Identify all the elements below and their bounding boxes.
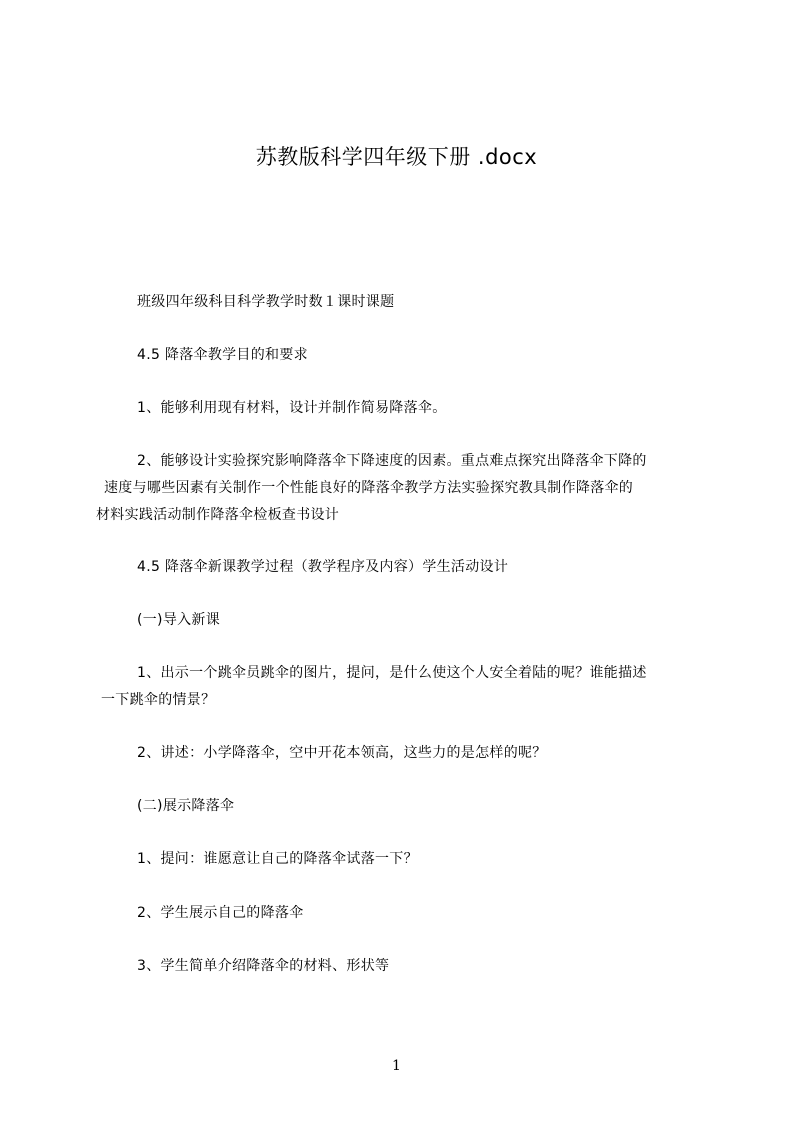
goal-item-2-paragraph	[0, 448, 793, 529]
lesson-goal-heading: 4.5 降落伞教学目的和要求	[137, 347, 308, 363]
narration-paragraph: 2、讲述：小学降落伞，空中开花本领高，这些力的是怎样的呢？	[137, 745, 547, 761]
page-number: 1	[392, 1058, 401, 1074]
teaching-process-heading: 4.5 降落伞新课教学过程（教学程序及内容）学生活动设计	[137, 559, 509, 575]
show-item-1: 1、提问：谁愿意让自己的降落伞试落一下？	[137, 851, 418, 867]
goal-item-2-line-1: 2、能够设计实验探究影响降落伞下降速度的因素。重点难点探究出降落伞下降的	[137, 453, 647, 469]
class-info-paragraph: 班级四年级科目科学教学时数１课时课题	[137, 294, 395, 310]
document-title: 苏教版科学四年级下册 .docx	[255, 145, 538, 169]
show-item-2: 2、学生展示自己的降落伞	[137, 905, 304, 921]
question-paragraph	[0, 660, 793, 714]
section-1-heading: (一)导入新课	[137, 612, 221, 628]
question-line-1: 1、出示一个跳伞员跳伞的图片，提问，是什么使这个人安全着陆的呢？谁能描述	[137, 665, 647, 681]
question-line-2: 一下跳伞的情景？	[101, 692, 216, 708]
goal-item-2-line-3: 材料实践活动制作降落伞检板查书设计	[96, 507, 340, 523]
section-2-heading: (二)展示降落伞	[137, 798, 235, 814]
goal-item-1: 1、能够利用现有材料，设计并制作简易降落伞。	[137, 400, 447, 416]
show-item-3: 3、学生简单介绍降落伞的材料、形状等	[137, 958, 390, 974]
goal-item-2-line-2: 速度与哪些因素有关制作一个性能良好的降落伞教学方法实验探究教具制作降落伞的	[104, 480, 634, 496]
